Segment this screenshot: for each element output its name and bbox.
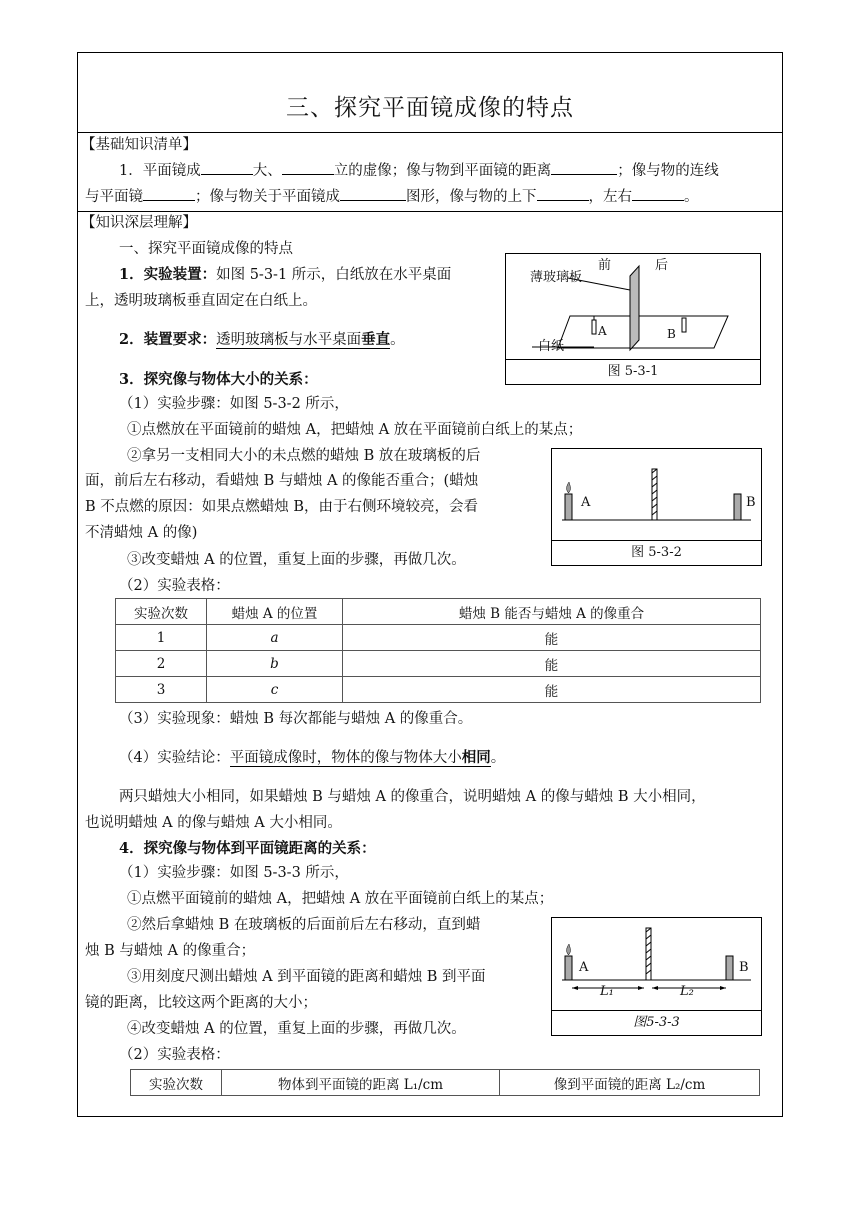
table-header-row (131, 1070, 760, 1096)
table-cell: c (207, 677, 343, 703)
steps-label: （1）实验步骤：如图 5-3-2 所示， (119, 396, 349, 412)
item-4-heading: 4．探究像与物体到平面镜距离的关系： (119, 840, 376, 857)
table-cell: 3 (116, 677, 207, 703)
step-1: ①点燃放在平面镜前的蜡烛 A，把蜡烛 A 放在平面镜前白纸上的某点； (127, 422, 583, 438)
explanation-cont: 也说明蜡烛 A 的像与蜡烛 A 大小相同。 (85, 815, 342, 831)
table-cell: b (207, 651, 343, 677)
divider (78, 211, 782, 212)
step-2-cont: B 不点燃的原因：如果点燃蜡烛 B，由于右侧环境较亮，会看 (85, 499, 479, 515)
step-2: ②拿另一支相同大小的未点燃的蜡烛 B 放在玻璃板的后 (127, 448, 481, 464)
worksheet-page (77, 52, 783, 1117)
step-3: ③改变蜡烛 A 的位置，重复上面的步骤，再做几次。 (127, 552, 466, 568)
step-3: ③用刻度尺测出蜡烛 A 到平面镜的距离和蜡烛 B 到平面 (127, 969, 486, 985)
table-header: 实验次数 (131, 1070, 222, 1096)
glass-label: 薄玻璃板 (530, 270, 583, 285)
subheading: 一、探究平面镜成像的特点 (119, 241, 293, 257)
figure-caption: 图5-3-3 (552, 1010, 761, 1035)
candle-b-label: B (746, 495, 756, 510)
step-3-cont: 镜的距离，比较这两个距离的大小； (85, 995, 317, 1011)
table-cell: 能 (343, 677, 761, 703)
step-2-cont: 烛 B 与蜡烛 A 的像重合； (85, 943, 256, 959)
page-title: 三、探究平面镜成像的特点 (286, 95, 574, 121)
fill-in-line-1: 1．平面镜成 大、 立的虚像；像与物到平面镜的距离 ；像与物的连线 (119, 160, 719, 181)
back-label: 后 (655, 258, 669, 273)
item-3-heading: 3．探究像与物体大小的关系： (119, 371, 318, 388)
candle-b-label: B (667, 327, 676, 341)
step-2-cont: 面，前后左右移动，看蜡烛 B 与蜡烛 A 的像能否重合；(蜡烛 (85, 473, 479, 489)
table-row (116, 677, 761, 703)
table-cell: 2 (116, 651, 207, 677)
phenomenon: （3）实验现象：蜡烛 B 每次都能与蜡烛 A 的像重合。 (119, 711, 473, 727)
table-row (116, 625, 761, 651)
fill-in-line-2: 与平面镜 ；像与物关于平面镜成 图形，像与物的上下 ，左右 。 (85, 186, 699, 207)
candle-b-label: B (739, 960, 749, 975)
front-label: 前 (598, 258, 612, 273)
distance-l1-label: L₁ (600, 984, 614, 999)
figure-5-3-3 (551, 917, 762, 1036)
step-2: ②然后拿蜡烛 B 在玻璃板的后面前后左右移动，直到蜡 (127, 917, 481, 933)
table-header: 蜡烛 B 能否与蜡烛 A 的像重合 (343, 599, 761, 625)
figure-caption: 图 5-3-2 (552, 540, 761, 565)
figure-caption: 图 5-3-1 (506, 359, 760, 384)
table-cell: 能 (343, 625, 761, 651)
candle-a-label: A (581, 495, 591, 510)
table-cell: 1 (116, 625, 207, 651)
divider (78, 132, 782, 133)
table-header: 物体到平面镜的距离 L₁/cm (222, 1070, 500, 1096)
step-4: ④改变蜡烛 A 的位置，重复上面的步骤，再做几次。 (127, 1021, 466, 1037)
section-heading-deep: 【知识深层理解】 (81, 215, 197, 231)
distance-l2-label: L₂ (680, 984, 694, 999)
results-table-2 (130, 1069, 760, 1096)
item-2: 2．装置要求：透明玻璃板与水平桌面垂直。 (119, 331, 405, 348)
table-cell: 能 (343, 651, 761, 677)
explanation: 两只蜡烛大小相同，如果蜡烛 B 与蜡烛 A 的像重合，说明蜡烛 A 的像与蜡烛 B 大小相同， (119, 789, 706, 805)
figure-5-3-1 (505, 253, 761, 385)
step-1: ①点燃平面镜前的蜡烛 A，把蜡烛 A 放在平面镜前白纸上的某点； (127, 891, 554, 907)
table-row (116, 651, 761, 677)
results-table-1 (115, 598, 761, 703)
table-label-2: （2）实验表格： (119, 1047, 230, 1063)
steps-label-2: （1）实验步骤：如图 5-3-3 所示， (119, 865, 349, 881)
conclusion: （4）实验结论：平面镜成像时，物体的像与物体大小相同。 (119, 749, 506, 766)
section-heading-basics: 【基础知识清单】 (81, 137, 197, 153)
table-header: 蜡烛 A 的位置 (207, 599, 343, 625)
step-2-cont: 不清蜡烛 A 的像) (85, 525, 198, 541)
table-header: 像到平面镜的距离 L₂/cm (500, 1070, 760, 1096)
paper-label: 白纸 (538, 339, 565, 354)
candle-a-label: A (598, 324, 607, 338)
candle-a-label: A (579, 960, 589, 975)
table-header: 实验次数 (116, 599, 207, 625)
item-1: 1．实验装置：如图 5-3-1 所示，白纸放在水平桌面 (119, 266, 452, 283)
table-header-row (116, 599, 761, 625)
table-cell: a (207, 625, 343, 651)
figure-5-3-2 (551, 448, 762, 566)
table-label: （2）实验表格： (119, 578, 230, 594)
item-1-cont: 上，透明玻璃板垂直固定在白纸上。 (85, 293, 317, 309)
